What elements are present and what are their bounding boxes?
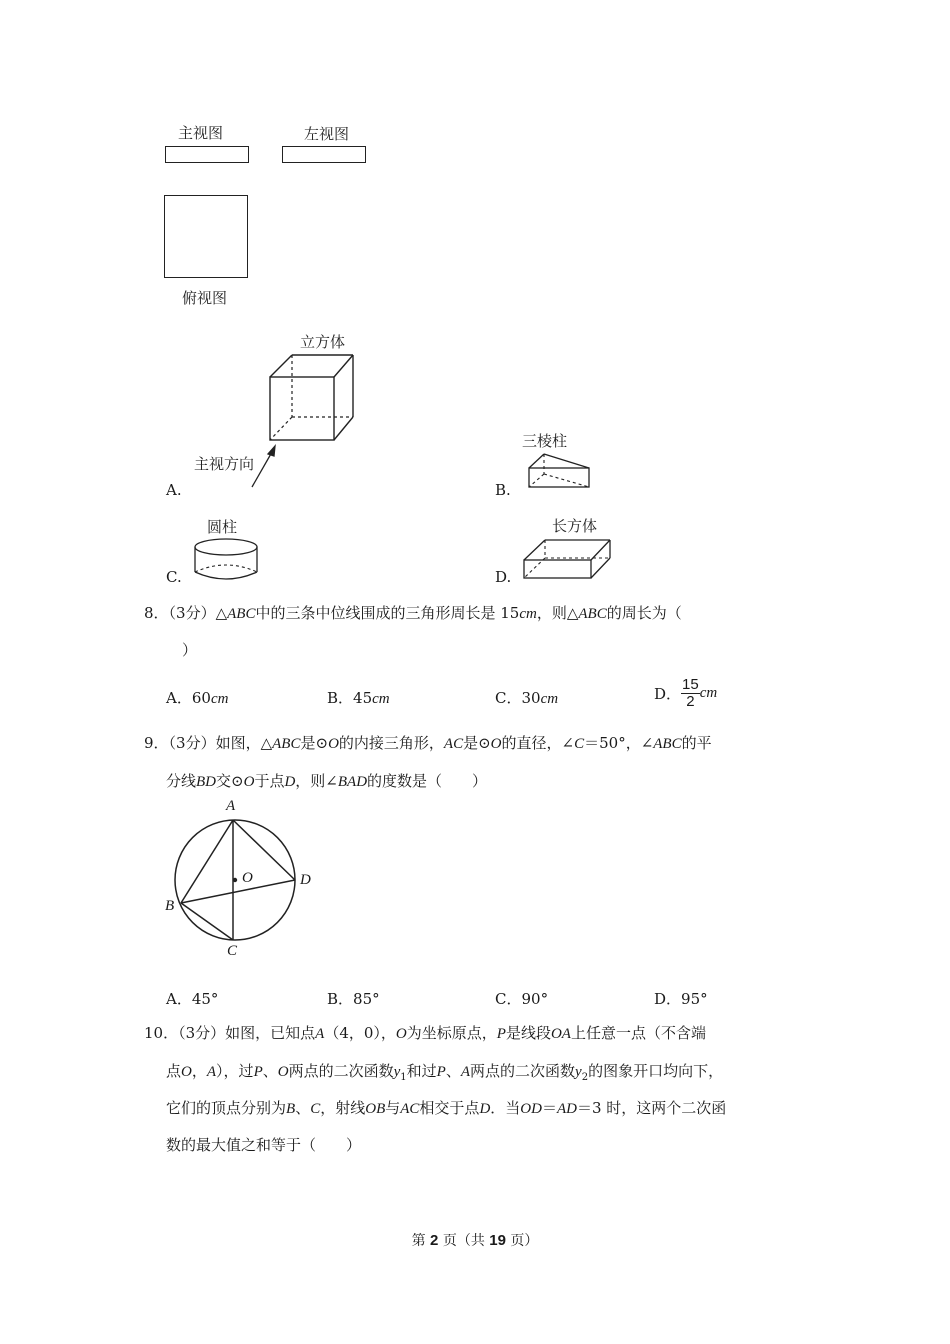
q10-var: B [286,1101,296,1117]
q10-text: 相交于点 [419,1099,480,1117]
q10-text: 、 [262,1062,278,1080]
option-value: 90° [521,990,549,1008]
footer-text: 页） [510,1233,539,1249]
q9-var: BAD [337,774,368,790]
q10-text: ），过 [216,1062,254,1080]
q10-var: P [496,1026,506,1042]
footer-page-number: 2 [430,1232,439,1249]
q9-var: D [284,774,296,790]
q10-text: 上任意一点（不含端 [570,1024,706,1042]
q9-text: 的平 [681,734,712,752]
option-a-letter[interactable]: A. [166,481,182,499]
q10-var: A [206,1064,217,1080]
q9-text: ＝50°，∠ [584,734,654,752]
q10-text: 为坐标原点， [406,1024,497,1042]
point-a-label: A [226,798,236,814]
q10-var: D [479,1101,491,1117]
q10-var: P [253,1064,263,1080]
q10-subscript: 1 [400,1072,407,1083]
question-10-line1 [144,1023,706,1044]
option-letter: D． [654,685,682,703]
q10-var: y [575,1064,582,1080]
question-10-line2 [166,1061,723,1088]
q8-text: △ [215,604,228,622]
q9-var: O [243,774,255,790]
option-value: 30 [521,689,541,707]
option-value: 95° [681,990,708,1008]
q10-text: 、 [445,1062,461,1080]
q10-text: 和过 [406,1062,437,1080]
fraction-denominator: 2 [686,693,695,710]
unit-cm: cm [372,691,390,707]
q9-option-c[interactable] [495,988,548,1009]
q9-option-b[interactable] [327,988,380,1009]
center-point [233,878,237,882]
q10-text: 两点的二次函数 [288,1062,394,1080]
q9-text: 是⊙ [463,734,491,752]
q9-number: 9． [144,734,169,752]
q10-var: A [315,1026,325,1042]
q10-text: ＝3 时，这两个二次函 [576,1099,727,1117]
fraction-numerator: 15 [682,676,699,693]
q10-var: A [460,1064,471,1080]
footer-text: 第 [411,1233,426,1249]
q10-text: 与 [385,1099,401,1117]
option-letter: B． [327,689,354,707]
q10-number: 10． [144,1024,179,1042]
option-value: 85° [353,990,380,1008]
left-view-label: 左视图 [304,125,350,143]
q10-text: ， [191,1062,207,1080]
prism-label: 三棱柱 [522,432,568,450]
q10-var: y [393,1064,401,1080]
segment-ab [181,820,233,903]
q10-var: OA [550,1026,571,1042]
segment-bc [181,903,233,940]
top-view-label: 俯视图 [182,289,228,307]
front-direction-label: 主视方向 [194,455,255,473]
question-10-line3 [166,1098,726,1119]
option-letter: D． [654,990,682,1008]
option-c-letter[interactable]: C. [166,568,182,586]
option-letter: C． [495,689,522,707]
q9-var: AC [443,736,464,752]
q9-var: ABC [653,736,682,752]
unit-cm: cm [210,691,229,707]
q9-text: 于点 [254,772,285,790]
point-d-label: D [300,872,311,888]
point-o-label: O [242,870,253,886]
q9-text: 交⊙ [216,772,244,790]
q10-text: ，射线 [320,1099,366,1117]
cube-label: 立方体 [300,333,346,351]
q10-var: O [181,1064,192,1080]
q9-text: 如图，△ [215,734,273,752]
segment-bd [181,880,295,903]
q10-text: （4，0）， [324,1024,396,1042]
q10-var: AC [400,1101,420,1117]
option-letter: A． [166,990,192,1008]
q10-text: ．当 [490,1099,521,1117]
q8-closing-paren: ） [182,641,198,659]
front-view-label: 主视图 [178,124,224,142]
q10-var: C [310,1101,321,1117]
q9-text: 是⊙ [300,734,329,752]
q9-option-a[interactable] [166,988,218,1009]
q9-text: ，则∠ [295,772,338,790]
option-letter: A． [166,689,192,707]
q9-var: C [574,736,585,752]
q10-text: 点 [166,1062,182,1080]
page-footer [0,1230,950,1250]
option-value: 60 [191,689,211,707]
footer-total-pages: 19 [489,1232,506,1249]
q9-score: （3分） [168,734,216,752]
q10-text: 如图，已知点 [225,1024,316,1042]
q9-option-d[interactable] [654,988,708,1009]
q8-abc: ABC [227,606,256,622]
q10-text: 是线段 [505,1024,551,1042]
q10-var: O [395,1026,407,1042]
point-c-label: C [227,943,238,959]
q8-text: 中的三条中位线围成的三角形周长是 15 [255,604,520,622]
q10-score: （3分） [178,1024,226,1042]
q10-var: P [436,1064,446,1080]
q8-text: 的周长为（ [606,604,682,622]
q8-abc: ABC [578,606,607,622]
q8-cm: cm [519,606,537,622]
q10-text: 它们的顶点分别为 [166,1099,287,1117]
question-10-line4: 数的最大值之和等于（ ） [166,1136,362,1154]
option-value: 45 [353,689,373,707]
unit-cm: cm [699,685,718,701]
q10-text: 的图象开口均向下， [588,1062,724,1080]
q9-text: 的内接三角形， [338,734,444,752]
q9-var: O [490,736,502,752]
option-d-letter[interactable]: D. [495,568,512,586]
cylinder-label: 圆柱 [207,518,238,536]
option-b-letter[interactable]: B. [495,481,511,499]
q10-text: 两点的二次函数 [470,1062,576,1080]
q9-text: 的直径，∠ [501,734,575,752]
footer-text: 页（共 [442,1233,485,1249]
q8-score: （3分） [168,604,216,622]
q10-var: OB [365,1101,386,1117]
cuboid-label: 长方体 [552,517,598,535]
q8-number: 8． [144,604,169,622]
q9-var: ABC [272,736,301,752]
q9-text: 的度数是（ ） [367,772,488,790]
q8-text: ，则△ [536,604,579,622]
point-b-label: B [165,898,175,914]
q10-var: OD [520,1101,542,1117]
q9-text: 分线 [166,772,197,790]
q10-subscript: 2 [581,1072,589,1083]
q9-var: O [328,736,339,752]
option-letter: B． [327,990,354,1008]
q10-var: AD [556,1101,577,1117]
unit-cm: cm [540,691,559,707]
q9-var: BD [196,774,217,790]
q10-text: 、 [295,1099,311,1117]
option-value: 45° [191,990,219,1008]
q10-var: O [277,1064,289,1080]
q10-text: ＝ [541,1099,557,1117]
option-letter: C． [495,990,522,1008]
